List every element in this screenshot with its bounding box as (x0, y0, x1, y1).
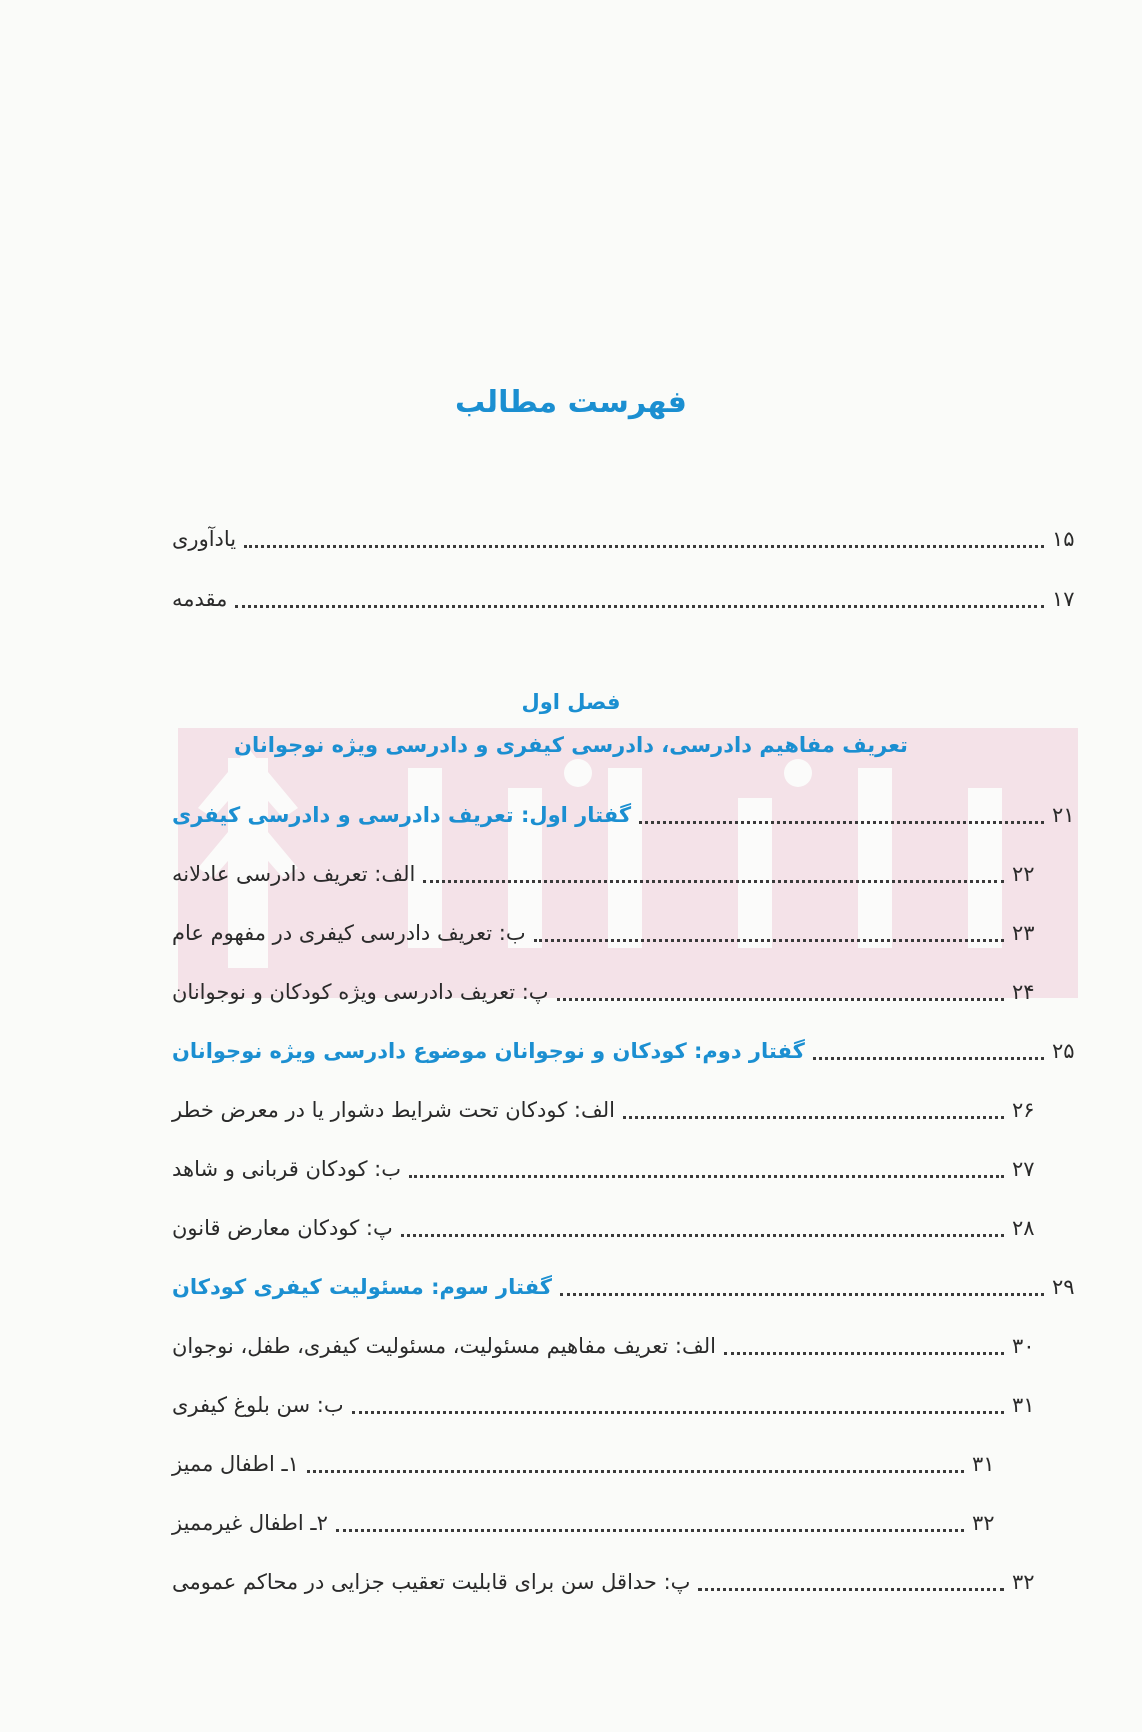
toc-entry[interactable] (172, 963, 1052, 1009)
dot-leader (560, 1293, 1044, 1296)
toc-entry-page: ۳۱ (1012, 1393, 1035, 1417)
dot-leader (557, 998, 1004, 1001)
toc-entry-page: ۲۸ (1012, 1216, 1035, 1240)
dot-leader (401, 1234, 1004, 1237)
dot-leader (423, 880, 1004, 883)
toc-entry-page: ۲۱ (1052, 803, 1075, 827)
toc-entry-page: ۲۲ (1012, 862, 1035, 886)
toc-entry-label: پ: حداقل سن برای قابلیت تعقیب جزایی در محاکم عمومی (172, 1570, 691, 1594)
toc-entry[interactable] (172, 845, 1052, 891)
dot-leader (409, 1175, 1004, 1178)
toc-entry-page: ۲۴ (1012, 980, 1035, 1004)
dot-leader (336, 1529, 964, 1532)
toc-section-entry[interactable] (172, 1258, 1092, 1304)
toc-subentry[interactable] (172, 1435, 1012, 1481)
toc-entry-page: ۲۷ (1012, 1157, 1035, 1181)
toc-entry-label: گفتار دوم: کودکان و نوجوانان موضوع دادرسی ویژه نوجوانان (172, 1039, 805, 1063)
dot-leader (352, 1411, 1004, 1414)
toc-entry[interactable] (172, 1081, 1052, 1127)
toc-entry-page: ۳۲ (1012, 1570, 1035, 1594)
toc-entry-label: مقدمه (172, 587, 228, 611)
toc-entry-label: ۱ـ اطفال ممیز (172, 1452, 299, 1476)
dot-leader (244, 545, 1044, 548)
toc-entry-label: ب: کودکان قربانی و شاهد (172, 1157, 402, 1181)
toc-subentry[interactable] (172, 1494, 1012, 1540)
chapter-label: فصل اول (521, 690, 621, 714)
toc-entry-label: الف: کودکان تحت شرایط دشوار یا در معرض خطر (172, 1098, 615, 1122)
toc-entry-page: ۲۶ (1012, 1098, 1035, 1122)
dot-leader (698, 1588, 1004, 1591)
toc-entry-page: ۲۵ (1052, 1039, 1075, 1063)
toc-entry-label: یادآوری (172, 527, 237, 551)
toc-entry-introduction[interactable] (172, 570, 1092, 616)
toc-entry-page: ۳۱ (972, 1452, 995, 1476)
dot-leader (639, 821, 1044, 824)
toc-entry-label: ۲ـ اطفال غیرممیز (172, 1511, 328, 1535)
toc-entry-label: الف: تعریف مفاهیم مسئولیت، مسئولیت کیفری، طفل، نوجوان (172, 1334, 716, 1358)
toc-entry[interactable] (172, 1199, 1052, 1245)
toc-entry[interactable] (172, 1553, 1052, 1599)
dot-leader (235, 605, 1044, 608)
toc-entry[interactable] (172, 1376, 1052, 1422)
toc-entry-label: گفتار اول: تعریف دادرسی و دادرسی کیفری (172, 803, 632, 827)
dot-leader (623, 1116, 1004, 1119)
toc-entry-label: پ: کودکان معارض قانون (172, 1216, 393, 1240)
toc-entry[interactable] (172, 1140, 1052, 1186)
toc-entry-label: پ: تعریف دادرسی ویژه کودکان و نوجوانان (172, 980, 549, 1004)
dot-leader (307, 1470, 964, 1473)
toc-entry-label: ب: سن بلوغ کیفری (172, 1393, 344, 1417)
toc-entry-page: ۱۵ (1052, 527, 1075, 551)
chapter-subtitle: تعریف مفاهیم دادرسی، دادرسی کیفری و دادرسی ویژه نوجوانان (234, 733, 908, 757)
toc-entry[interactable] (172, 904, 1052, 950)
toc-title: فهرست مطالب (455, 385, 687, 420)
toc-entry-label: الف: تعریف دادرسی عادلانه (172, 862, 416, 886)
toc-section-entry[interactable] (172, 1022, 1092, 1068)
toc-entry-page: ۱۷ (1052, 587, 1075, 611)
toc-entry-page: ۳۲ (972, 1511, 995, 1535)
toc-entry[interactable] (172, 1317, 1052, 1363)
dot-leader (534, 939, 1004, 942)
toc-entry-page: ۲۹ (1052, 1275, 1075, 1299)
toc-entry-page: ۳۰ (1012, 1334, 1035, 1358)
toc-entry-label: ب: تعریف دادرسی کیفری در مفهوم عام (172, 921, 526, 945)
toc-section-entry[interactable] (172, 786, 1092, 832)
toc-entry-reminder[interactable] (172, 510, 1092, 556)
dot-leader (813, 1057, 1044, 1060)
toc-entry-page: ۲۳ (1012, 921, 1035, 945)
toc-entry-label: گفتار سوم: مسئولیت کیفری کودکان (172, 1275, 552, 1299)
dot-leader (724, 1352, 1004, 1355)
